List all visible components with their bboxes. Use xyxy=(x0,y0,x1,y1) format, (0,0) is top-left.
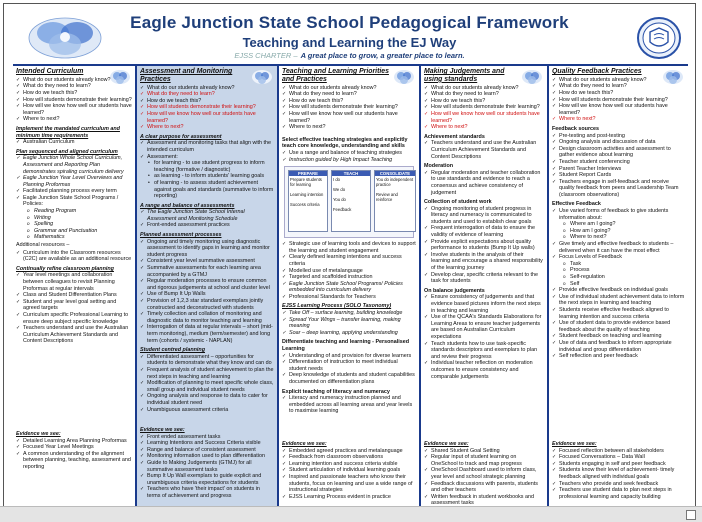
policy-item: o Mathematics xyxy=(16,234,132,241)
question-item: ✓ What do they need to learn? xyxy=(552,83,685,90)
question-item: ✓ What do they need to learn? xyxy=(424,91,544,98)
list-item: ✓ Provide explicit expectations about quality performance to students (Bump It Up walls) xyxy=(424,239,544,252)
level-item: o Self-regulation xyxy=(552,274,685,281)
list-item: ✓ Front-ended assessment practices xyxy=(140,222,274,229)
question-item: ✓ What do our students already know? xyxy=(140,85,274,92)
diagram-line: Learning intention xyxy=(290,192,324,198)
list-item: ✓ Use of data and feedback to inform appropriate individual and group differentiation xyxy=(552,340,685,353)
evidence-item: ✓ Embedded agreed practices and metalanguage xyxy=(282,448,416,455)
evidence-block xyxy=(424,438,544,507)
list-item: ✓ Spread Your Wings – transfer learning, making meaning xyxy=(282,317,416,330)
list-item: ✓ Parent Teacher Interviews xyxy=(552,166,685,173)
list-item: ✓ Facilitated planning process every term xyxy=(16,188,132,195)
list-item: ✓ Ongoing monitoring of student progress in literacy and numeracy is communicated to students and used to establish clear goals xyxy=(424,206,544,226)
question-item: ✓ How will we know how well our students have learned? xyxy=(16,103,132,116)
question-item: ✓ How do we teach this? xyxy=(552,90,685,97)
consolidate-box xyxy=(374,170,416,232)
evidence-item: ✓ Focused Conversations – Data Wall xyxy=(552,454,685,461)
question-item: ✓ What do they need to learn? xyxy=(282,91,416,98)
section-heading: Moderation xyxy=(424,163,454,170)
list-item: ✓ Eagle Junction State School Programs / Policies: xyxy=(16,195,132,208)
high-impact-teaching-diagram xyxy=(284,166,414,238)
section-heading: Select effective teaching strategies and explicitly teach core knowledge, understanding and skills xyxy=(282,136,408,150)
charter-line xyxy=(4,51,695,60)
column-making-judgements xyxy=(421,66,549,509)
additional-label: Additional resources – xyxy=(16,242,70,249)
question-item: ✓ How do we teach this? xyxy=(282,98,416,105)
prepare-label: PREPARE xyxy=(289,171,327,176)
list-item: ✓ Student and year level goal setting and agreed targets xyxy=(16,299,132,312)
list-item: ✓ Use a range and balance of teaching strategies xyxy=(282,150,416,157)
question-item: ✓ How will students demonstrate their learning? xyxy=(16,97,132,104)
list-item: ✓ Ensure consistency of judgements and that evidence based pictures inform the next steps in teaching and learning xyxy=(424,294,544,314)
section-heading: A clear purpose for assessment xyxy=(140,133,222,140)
policy-item: o Writing xyxy=(16,215,132,222)
evidence-item: ✓ Feedback from classroom observations xyxy=(282,454,416,461)
list-item: ✓ Year level meetings and collaboration between colleagues to revisit Planning Proformas at regular intervals xyxy=(16,272,132,292)
list-item: ✓ Ongoing analysis and response to data to cater for individual student need xyxy=(140,393,274,406)
charter-label: EJSS CHARTER – xyxy=(234,51,298,60)
section-heading: Student centred planning xyxy=(140,347,205,354)
policy-item: o Spelling xyxy=(16,221,132,228)
sub-item: o Where to next? xyxy=(552,234,685,241)
evidence-item: ✓ Regular input of student learning on OneSchool to track and map progress xyxy=(424,454,544,467)
question-item: ✓ Where to next? xyxy=(140,124,274,131)
evidence-block xyxy=(16,428,132,471)
section-heading: A range and balance of assessments xyxy=(140,202,235,209)
list-item: ✓ Take Off – surface learning, building knowledge xyxy=(282,310,416,317)
list-item: ✓ Modelled use of metalanguage xyxy=(282,268,416,275)
list-item: ✓ Use of the QCAA's Standards Elaborations for Learning Areas to ensure teacher judgements are based on Australian Curriculum expectations xyxy=(424,314,544,340)
list-item: ✓ Individual teacher reflection on moderation outcomes to ensure consistency and comparable judgements xyxy=(424,360,544,380)
diagram-line: Prepare students for learning xyxy=(290,177,322,188)
evidence-block xyxy=(282,438,416,500)
evidence-item: ✓ Detailed Learning Area Planning Proformas xyxy=(16,438,132,445)
list-item: ✓ Give timely and effective feedback to students – delivered when it can have the most effect xyxy=(552,241,685,254)
sub-item: o How am I going? xyxy=(552,228,685,235)
list-item: ✓ Design classroom activities and assessment to gather evidence about learning xyxy=(552,146,685,159)
column-teaching-learning xyxy=(279,66,421,509)
list-item: ✓ Understanding of and provision for diverse learners xyxy=(282,353,416,360)
list-item: ✓ Literacy and numeracy instruction planned and embedded across all learning areas and year levels to maximise learning xyxy=(282,395,416,415)
column-title: Teaching and Learning Priorities and Practices xyxy=(282,68,389,83)
list-item: ✓ Targeted and scaffolded instruction xyxy=(282,274,416,281)
question-item: ✓ Where to next? xyxy=(16,116,132,123)
evidence-item: ✓ Front ended assessment tasks xyxy=(140,434,274,441)
list-item: ✓ Differentiated assessment – opportunities for students to demonstrate what they know and can do xyxy=(140,354,274,367)
list-item: ✓ Class and Student Differentiation Plans xyxy=(16,292,132,299)
list-item: ✓ Timely collection and collation of monitoring and diagnostic data to monitor teaching and learning xyxy=(140,311,274,324)
list-item: ✓ Consistent year level summative assessment xyxy=(140,258,274,265)
list-item: ✓ Pre-testing and post-testing xyxy=(552,133,685,140)
list-item: ✓ Unambiguous assessment criteria xyxy=(140,407,274,414)
evidence-item: ✓ Learning intention and success criteria visible xyxy=(282,461,416,468)
diagram-line: I do xyxy=(333,177,340,183)
list-item: ✓ Assessment and monitoring tasks that align with the intended curriculum xyxy=(140,140,274,153)
evidence-item: ✓ Teachers who have 'their impact' on students in terms of achievement and progress xyxy=(140,486,274,499)
evidence-item: ✓ Written feedback in student workbooks and assessment tasks xyxy=(424,494,544,507)
list-item: ✓ Involve students in the analysis of their learning and encourage a shared responsibility of the learning journey xyxy=(424,252,544,272)
evidence-item: ✓ EJSS Learning Process evident in practice xyxy=(282,494,416,501)
list-item: ✓ Instruction guided by High Impact Teaching xyxy=(282,157,416,164)
list-item: ✓ Frequent analysis of student achievement to plan the next steps in teaching and learning xyxy=(140,367,274,380)
evidence-heading: Evidence we see: xyxy=(282,441,327,447)
section-heading: Achievement standards xyxy=(424,133,485,140)
diagram-line: Feedback xyxy=(333,207,352,213)
poster-header xyxy=(4,4,695,64)
framework-columns xyxy=(13,64,688,509)
section-heading: Effective Feedback xyxy=(552,201,601,208)
list-item: ✓ Eagle Junction Year Level Overviews and Planning Proformas xyxy=(16,175,132,188)
list-item: ✓ Teacher student conferencing xyxy=(552,159,685,166)
question-item: ✓ How will we know how well our students have learned? xyxy=(424,111,544,124)
list-item: ✓ Differentiation of instruction to meet individual student needs xyxy=(282,359,416,372)
question-item: ✓ How will students demonstrate their learning? xyxy=(552,97,685,104)
list-item: ✓ Deep knowledge of students and student capabilities documented on differentiation plans xyxy=(282,372,416,385)
list-item: ✓ Student Report Cards xyxy=(552,172,685,179)
question-item: ✓ How will students demonstrate their learning? xyxy=(282,104,416,111)
list-item: ✓ Regular moderation processes to ensure common and rigorous judgements at school and cluster level xyxy=(140,278,274,291)
section-heading: Continually refine classroom planning xyxy=(16,265,114,272)
list-item: ✓ Use of Bump It Up Walls xyxy=(140,291,274,298)
level-item: o Task xyxy=(552,261,685,268)
evidence-item: ✓ Focused reflection between all stakeholders xyxy=(552,448,685,455)
list-item: ✓ Assessment: xyxy=(140,154,274,161)
list-item: ✓ Frequent interrogation of data to ensure the validity of evidence of learning xyxy=(424,225,544,238)
school-crest-logo xyxy=(636,16,682,60)
list-item: ✓ Teachers understand and use the Australian Curriculum Achievement Standards and Content Descriptions xyxy=(16,325,132,345)
column-title: Making Judgements and using standards xyxy=(424,68,505,83)
venn-icon xyxy=(251,69,273,85)
charter-text: A great place to grow, a greater place to learn. xyxy=(300,51,465,60)
question-item: ✓ What do they need to learn? xyxy=(140,91,274,98)
list-item: ✓ Ongoing analysis and discussion of data xyxy=(552,139,685,146)
diagram-line: Review and reinforce xyxy=(376,192,398,203)
evidence-item: ✓ Students know their level of achievement- timely feedback aligned with individual goals xyxy=(552,467,685,480)
poster-page xyxy=(3,3,696,513)
list-item: ✓ Ongoing and timely monitoring using diagnostic assessment to identify gaps in learning and monitor student progress xyxy=(140,239,274,259)
evidence-item: ✓ Student articulation of individual learning goals xyxy=(282,467,416,474)
section-heading: Implement the mandated curriculum and minimum time requirements xyxy=(16,125,120,139)
list-item: ✓ Eagle Junction State School Programs/ Policies embedded into curriculum delivery xyxy=(282,281,416,294)
evidence-item: ✓ Guide to Making Judgements (GTMJ) for all summative assessment tasks xyxy=(140,460,274,473)
list-item: ✓ The Eagle Junction State School Internal Assessment and Monitoring Schedule xyxy=(140,209,274,222)
list-item: ✓ Focus Levels of Feedback xyxy=(552,254,685,261)
question-item: ✓ How will we know how well our students have learned? xyxy=(140,111,274,124)
section-heading: Plan sequenced and aligned curriculum xyxy=(16,148,118,155)
question-item: ✓ What do our students already know? xyxy=(282,85,416,92)
resize-handle[interactable] xyxy=(686,510,696,520)
column-title: Quality Feedback Practices xyxy=(552,68,642,75)
page-title: Eagle Junction State School Pedagogical Framework xyxy=(130,13,569,32)
evidence-item: ✓ Learning Intentions and Success Criteria visible xyxy=(140,440,274,447)
questions-list xyxy=(16,77,132,123)
prepare-box xyxy=(288,170,328,232)
evidence-heading: Evidence we see: xyxy=(552,441,597,447)
evidence-block xyxy=(552,438,685,500)
diagram-line: We do xyxy=(333,187,346,193)
question-item: ✓ How will we know how well our students have learned? xyxy=(552,103,685,116)
evidence-item: ✓ Monitoring information used to plan differentiation xyxy=(140,453,274,460)
list-item: ✓ Curriculum specific Professional Learning to ensure deep subject specific knowledge xyxy=(16,312,132,325)
level-item: o Self xyxy=(552,281,685,288)
teach-label: TEACH xyxy=(332,171,370,176)
question-item: ✓ What do our students already know? xyxy=(424,85,544,92)
question-item: ✓ What do our students already know? xyxy=(16,77,132,84)
question-item: ✓ What do our students already know? xyxy=(552,77,685,84)
list-item: ✓ Professional Standards for Teachers xyxy=(282,294,416,301)
evidence-block xyxy=(140,424,274,500)
section-heading: Feedback sources xyxy=(552,125,600,132)
evidence-item: ✓ Feedback discussions with parents, students and other teachers xyxy=(424,481,544,494)
column-assessment-monitoring xyxy=(137,66,279,509)
column-quality-feedback xyxy=(549,66,688,509)
evidence-heading: Evidence we see: xyxy=(140,427,185,433)
list-item: ✓ Use varied forms of feedback to give students information about: xyxy=(552,208,685,221)
policy-item: o Reading Program xyxy=(16,208,132,215)
list-item: ✓ Provision of 1,2,3 star standard exemplars jointly constructed and deconstructed with students xyxy=(140,298,274,311)
evidence-item: ✓ Bump It Up Wall exemplars to guide explicit and unambiguous criteria expectations for students xyxy=(140,473,274,486)
list-item: ✓ Soar – deep learning, applying understanding xyxy=(282,330,416,337)
list-item: ✓ Teachers engage in self-feedback and receive quality feedback from peers and Leadership Team (classroom observations) xyxy=(552,179,685,199)
policy-item: o Grammar and Punctuation xyxy=(16,228,132,235)
question-item: ✓ Where to next? xyxy=(424,124,544,131)
question-item: ✓ Where to next? xyxy=(552,116,685,123)
evidence-item: ✓ Shared Student Goal Setting xyxy=(424,448,544,455)
question-item: ✓ How do we teach this? xyxy=(16,90,132,97)
list-item: ✓ Self reflection and peer feedback xyxy=(552,353,685,360)
question-item: ✓ What do they need to learn? xyxy=(16,83,132,90)
list-item: ✓ Student feedback on teaching and learning xyxy=(552,333,685,340)
sub-item: • for learning - to use student progress to inform teaching (formative / diagnostic) xyxy=(140,160,274,173)
sub-item: • of learning - to assess student achievement against goals and standards (summative to inform reporting) xyxy=(140,180,274,200)
column-title: Intended Curriculum xyxy=(16,68,84,75)
list-item: ✓ Teach students how to use task-specific standards descriptors and exemplars to plan and review their progress xyxy=(424,341,544,361)
question-item: ✓ How will we know how well our students have learned? xyxy=(282,111,416,124)
list-item: ✓ Clearly defined learning intentions and success criteria xyxy=(282,254,416,267)
list-item: ✓ Regular moderation and teacher collaboration to use standards and evidence to reach a consensus and achieve consistency of judgement xyxy=(424,170,544,196)
level-item: o Process xyxy=(552,267,685,274)
list-item: ✓ Provide effective feedback on individual goals xyxy=(552,287,685,294)
column-title: Assessment and Monitoring Practices xyxy=(140,68,233,83)
question-item: ✓ How do we teach this? xyxy=(424,98,544,105)
evidence-item: ✓ Inspired and passionate teachers who know their students, focus on learning and use a wide range of instructional strategies xyxy=(282,474,416,494)
list-item: ✓ Use of individual student achievement data to inform the next steps in learning and teaching xyxy=(552,294,685,307)
list-item: ✓ Interrogation of data at regular intervals – short (mid-term monitoring), medium (term/semester) and long term (cohorts / systemic - NAPLAN) xyxy=(140,324,274,344)
evidence-item: ✓ Teachers who provide and seek feedback xyxy=(552,481,685,488)
evidence-item: ✓ Teachers use student data to plan next steps in professional learning and capacity building xyxy=(552,487,685,500)
list-item: ✓ Teachers understand and use the Australian Curriculum Achievement Standards and Content Descriptions xyxy=(424,140,544,160)
diagram-line: You do independent practice xyxy=(376,177,414,188)
sub-item: • as learning - to inform students' learning goals xyxy=(140,173,274,180)
list-item: ✓ Use of student data to provide evidence based feedback about the quality of teaching xyxy=(552,320,685,333)
section-heading: Explicit teaching of literacy and numeracy xyxy=(282,388,390,395)
question-item: ✓ How will students demonstrate their learning? xyxy=(140,104,274,111)
evidence-item: ✓ Students engaging in self and peer feedback xyxy=(552,461,685,468)
section-heading: EJSS Learning Process (SOLO Taxonomy) xyxy=(282,303,392,310)
evidence-item: ✓ OneSchool Dashboard used to inform class, year level and school strategic planning xyxy=(424,467,544,480)
page-subtitle: Teaching and Learning the EJ Way xyxy=(242,35,457,50)
list-item: ✓ Australian Curriculum xyxy=(16,139,132,146)
evidence-heading: Evidence we see: xyxy=(16,431,61,437)
section-heading: Collection of student work xyxy=(424,199,492,206)
evidence-item: ✓ Range and balance of consistent assessment xyxy=(140,447,274,454)
viewer-bottom-bar xyxy=(0,506,702,522)
section-heading: Differentiate teaching and learning - Personalised Learning xyxy=(282,339,410,353)
question-item: ✓ Where to next? xyxy=(282,124,416,131)
diagram-line: You do xyxy=(333,197,346,203)
question-item: ✓ How do we teach this? xyxy=(140,98,274,105)
evidence-item: ✓ A common understanding of the alignment between planning, teaching, assessment and reporting xyxy=(16,451,132,471)
venn-icon xyxy=(521,69,543,85)
list-item: ✓ Strategic use of learning tools and devices to support the learning and student engagement xyxy=(282,241,416,254)
sub-item: o Where am I going? xyxy=(552,221,685,228)
venn-icon xyxy=(393,69,415,85)
list-item: ✓ Students receive effective feedback aligned to learning intention and success criteria xyxy=(552,307,685,320)
list-item: ✓ Curriculum into the Classroom resources (C2C) are available as an additional resource xyxy=(16,250,132,263)
list-item: ✓ Develop clear, specific criteria relevant to the task for students xyxy=(424,272,544,285)
list-item: ✓ Modification of planning to meet specific whole class, small group and individual student needs xyxy=(140,380,274,393)
list-item: ✓ Eagle Junction Whole School Curriculum, Assessment and Reporting Plan demonstrates spiraling curriculum delivery xyxy=(16,155,132,175)
teach-box xyxy=(331,170,371,232)
section-heading: On balance judgements xyxy=(424,287,485,294)
question-item: ✓ How will students demonstrate their learning? xyxy=(424,104,544,111)
column-intended-curriculum xyxy=(13,66,137,509)
evidence-item: ✓ Focused Year Level Meetings xyxy=(16,444,132,451)
diagram-line: Success criteria xyxy=(290,202,320,208)
evidence-heading: Evidence we see: xyxy=(424,441,469,447)
section-heading: Planned assessment processes xyxy=(140,232,222,239)
consolidate-label: CONSOLIDATE xyxy=(375,171,415,176)
list-item: ✓ Summative assessments for each learning area accompanied by a GTMJ xyxy=(140,265,274,278)
